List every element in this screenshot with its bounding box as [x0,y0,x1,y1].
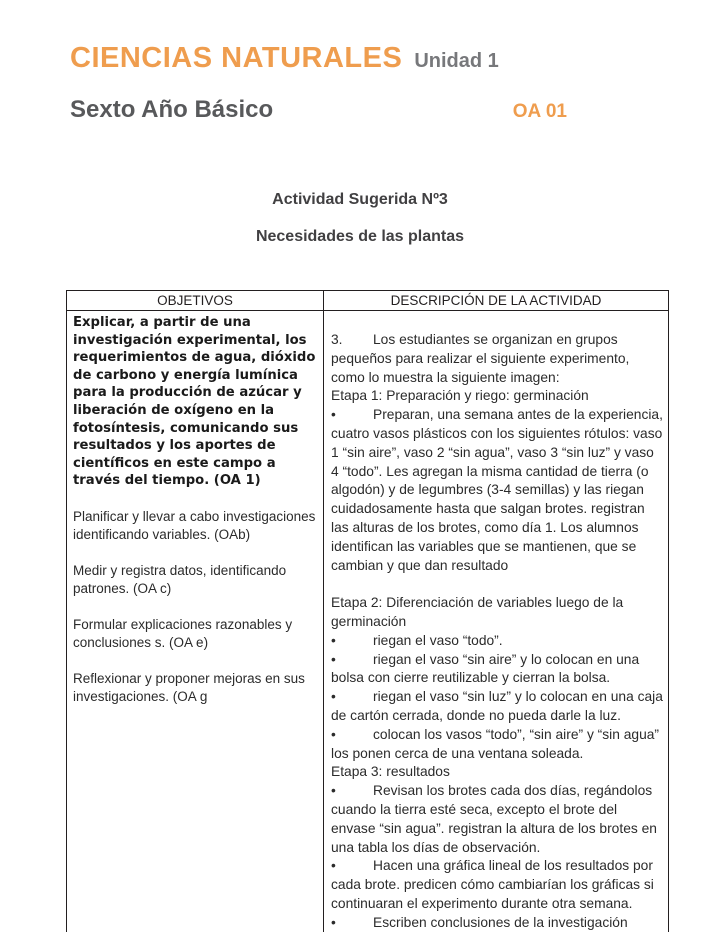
subject-title: CIENCIAS NATURALES [70,42,403,74]
paragraph [331,387,663,406]
list-marker: 3. [331,332,343,347]
paragraph [73,670,317,706]
paragraph-text: Hacen una gráfica lineal de los resultados por cada brote. predicen cómo cambiarían los gráficas si continuaran el experimento durante otra semana. [331,858,654,911]
bullet-item [331,632,663,651]
list-marker: • [331,783,336,799]
list-marker: • [331,407,336,423]
paragraph-text: riegan el vaso “todo”. [373,632,503,648]
list-marker: • [331,689,336,705]
paragraph-text: Los estudiantes se organizan en grupos pequeños para realizar el siguiente experimento, como lo muestra la siguiente imagen: [331,332,630,385]
paragraph-text: Preparan, una semana antes de la experiencia, cuatro vasos plásticos con los siguientes rótulos: vaso 1 “sin aire”, vaso 2 “sin agua”, vaso 3 “sin luz” y vaso 4 “todo”. Les agregan la misma cantidad de tierra (o algodón) y de legumbres (3-4 semillas) y las riegan cuidadosamente hasta que salgan brotes. registran las alturas de los brotes, como día 1. Los alumnos identifican las variables que se mantienen, que se cambian y que dan resultado [331,407,663,573]
paragraph-text: Medir y registra datos, identificando patrones. (OA c) [73,562,287,596]
paragraph-text: Etapa 3: resultados [331,764,450,780]
list-marker: • [331,726,336,742]
paragraph-text: riegan el vaso “sin luz” y lo colocan en una caja de cartón cerrada, donde no pueda darle la luz. [331,689,663,723]
bullet-item [331,726,663,764]
bullet-item [331,651,663,689]
bullet-item [331,688,663,726]
description-column-header: DESCRIPCIÓN DE LA ACTIVIDAD [324,291,669,311]
list-marker: • [331,632,336,648]
bullet-item [331,914,663,932]
oa-code: OA 01 [512,101,567,122]
objectives-table [66,290,669,932]
list-marker: • [331,858,336,874]
paragraph [331,594,663,632]
activity-subtitle: Necesidades de las plantas [255,228,465,245]
paragraph [73,616,317,652]
unit-label: Unidad 1 [414,50,499,72]
paragraph-text: Reflexionar y proponer mejoras en sus investigaciones. (OA g [73,670,305,704]
paragraph [73,508,317,544]
activity-title: Actividad Sugerida Nº3 [272,191,448,208]
bullet-item [331,782,663,857]
paragraph-text: colocan los vasos “todo”, “sin aire” y “sin agua” los ponen cerca de una ventana soleada. [331,726,660,761]
paragraph-text: Formular explicaciones razonables y conclusiones s. (OA e) [73,616,293,650]
objectives-column-header: OBJETIVOS [67,291,324,311]
grade-title: Sexto Año Básico [70,96,274,123]
paragraph [331,763,663,782]
paragraph [73,562,317,598]
paragraph-text: Explicar, a partir de una investigación experimental, los requerimientos de agua, dióxido de carbono y energía lumínica para la producción de azúcar y liberación de oxígeno en la fotosíntesis, comunicando sus resultados y los aportes de científicos en este campo a través del tiempo. (OA 1) [73,315,316,489]
paragraph-text: Escriben conclusiones de la investigación [373,914,628,930]
document-subheader [70,96,567,124]
bullet-item [331,857,663,913]
paragraph-text: Etapa 2: Diferenciación de variables luego de la germinación [331,595,624,629]
bullet-item [331,406,663,575]
list-marker: • [331,651,336,667]
paragraph-text: Planificar y llevar a cabo investigaciones identificando variables. (OAb) [73,508,316,542]
paragraph-text: Revisan los brotes cada dos días, regándolos cuando la tierra esté seca, excepto el brote del envase “sin agua”. registran la altura de los brotes en una tabla los días de observación. [331,783,657,855]
table-header-row [67,291,669,311]
description-cell [324,311,669,932]
paragraph-text: riegan el vaso “sin aire” y lo colocan en una bolsa con cierre reutilizable y cierran la bolsa. [331,651,640,686]
list-marker: • [331,914,336,930]
table-body-row [67,311,669,932]
paragraph-text: Etapa 1: Preparación y riego: germinación [331,388,589,404]
paragraph [331,331,663,387]
paragraph [73,314,317,490]
document-header [70,42,499,75]
objectives-cell [67,311,324,932]
